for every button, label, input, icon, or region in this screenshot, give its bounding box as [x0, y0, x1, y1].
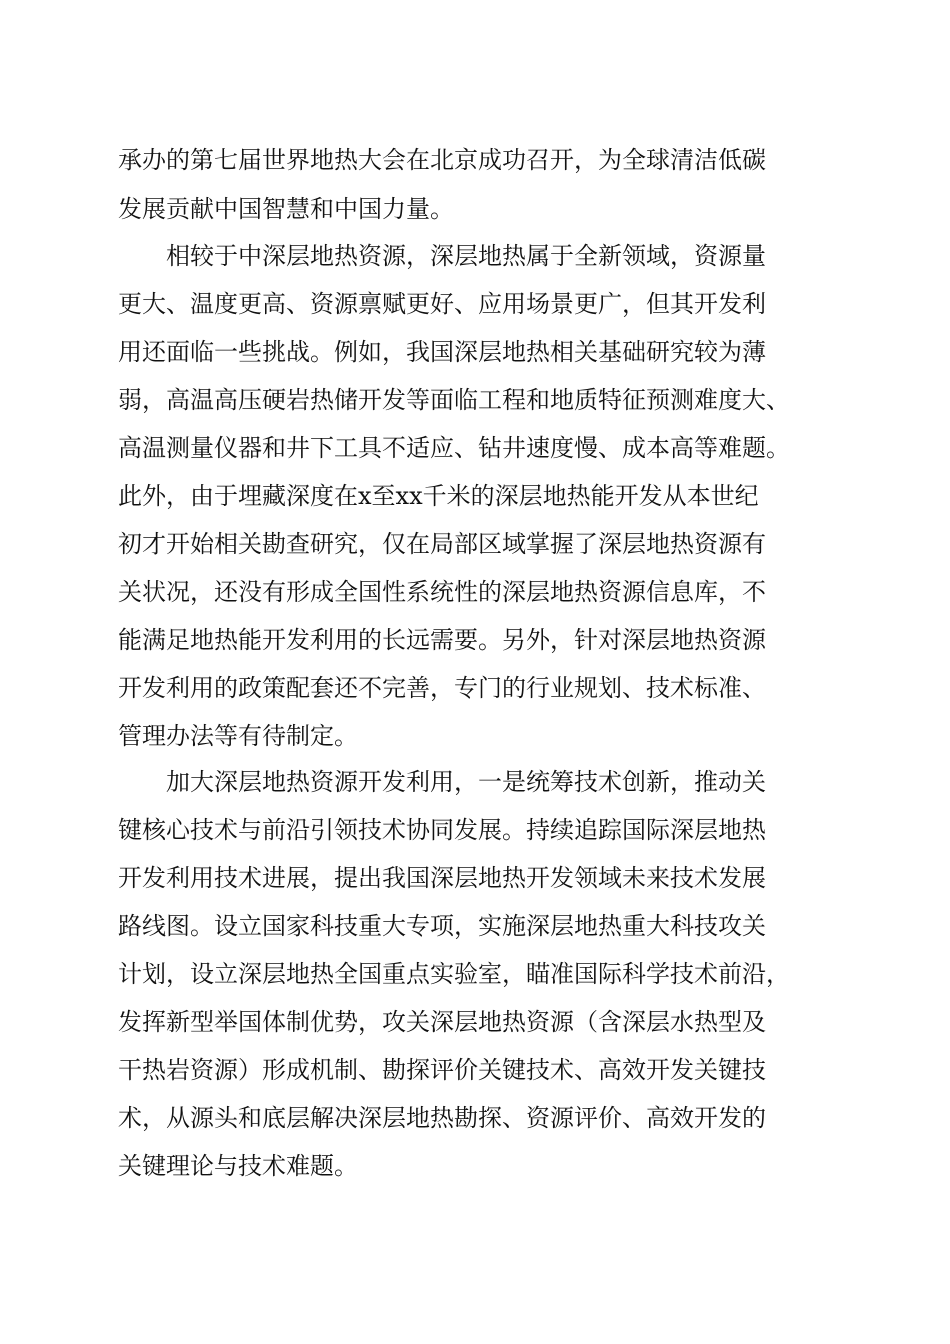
paragraph-3-line-1: 加大深层地热资源开发利用，一是统筹技术创新，推动关: [166, 768, 766, 796]
paragraph-2-line-4: 弱，高温高压硬岩热储开发等面临工程和地质特征预测难度大、: [118, 386, 790, 414]
paragraph-3-line-4: 路线图。设立国家科技重大专项，实施深层地热重大科技攻关: [118, 912, 766, 940]
paragraph-3-line-2: 键核心技术与前沿引领技术协同发展。持续追踪国际深层地热: [118, 816, 766, 844]
paragraph-1-line-1: 承办的第七届世界地热大会在北京成功召开，为全球清洁低碳: [118, 146, 766, 174]
paragraph-2-line-7: 初才开始相关勘查研究，仅在局部区域掌握了深层地热资源有: [118, 530, 766, 558]
paragraph-3-line-6: 发挥新型举国体制优势，攻关深层地热资源（含深层水热型及: [118, 1008, 766, 1036]
paragraph-2-line-10: 开发利用的政策配套还不完善，专门的行业规划、技术标准、: [118, 674, 766, 702]
paragraph-2-line-11: 管理办法等有待制定。: [118, 722, 358, 750]
paragraph-3-line-9: 关键理论与技术难题。: [118, 1152, 358, 1180]
paragraph-3-line-8: 术，从源头和底层解决深层地热勘探、资源评价、高效开发的: [118, 1104, 766, 1132]
paragraph-2-line-3: 用还面临一些挑战。例如，我国深层地热相关基础研究较为薄: [118, 338, 766, 366]
paragraph-2-line-2: 更大、温度更高、资源禀赋更好、应用场景更广，但其开发利: [118, 290, 766, 318]
paragraph-1-line-2: 发展贡献中国智慧和中国力量。: [118, 195, 454, 223]
paragraph-3-line-3: 开发利用技术进展，提出我国深层地热开发领域未来技术发展: [118, 864, 766, 892]
paragraph-2-line-1: 相较于中深层地热资源，深层地热属于全新领域，资源量: [166, 242, 766, 270]
paragraph-3-line-7: 干热岩资源）形成机制、勘探评价关键技术、高效开发关键技: [118, 1056, 766, 1084]
paragraph-3-line-5: 计划，设立深层地热全国重点实验室，瞄准国际科学技术前沿，: [118, 960, 790, 988]
paragraph-2-line-6: 此外，由于埋藏深度在x至xx千米的深层地热能开发从本世纪: [118, 482, 759, 510]
paragraph-2-line-8: 关状况，还没有形成全国性系统性的深层地热资源信息库，不: [118, 578, 766, 606]
paragraph-2-line-9: 能满足地热能开发利用的长远需要。另外，针对深层地热资源: [118, 626, 766, 654]
paragraph-2-line-5: 高温测量仪器和井下工具不适应、钻井速度慢、成本高等难题。: [118, 434, 790, 462]
